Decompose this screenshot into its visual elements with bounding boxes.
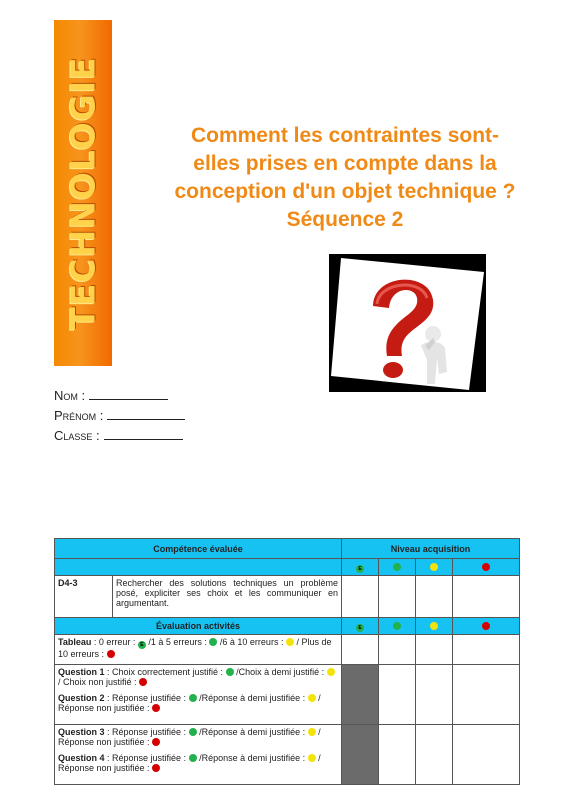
- questions-3-4-level-yellow[interactable]: [416, 725, 453, 785]
- technologie-banner: [54, 20, 112, 366]
- yellow-dot-icon: [308, 754, 316, 762]
- green-dot-icon: [189, 694, 197, 702]
- question-4-text-1: : Réponse justifiée :: [104, 753, 189, 763]
- questions-1-2-level-green[interactable]: [379, 665, 416, 725]
- tableau-criteria: [55, 635, 342, 665]
- question-1-text-2: /Choix à demi justifié :: [233, 667, 327, 677]
- red-dot-icon: [152, 738, 160, 746]
- competence-subheader: [55, 559, 342, 576]
- green-dot-icon: [189, 728, 197, 736]
- question-2-label: Question 2: [58, 693, 105, 703]
- tableau-label: Tableau: [58, 637, 92, 647]
- question-4-label: Question 4: [58, 753, 105, 763]
- tableau-level-green[interactable]: [379, 635, 416, 665]
- questions-3-4-level-red[interactable]: [453, 725, 520, 785]
- green-dot-icon: [189, 754, 197, 762]
- green-dot-icon: [393, 622, 401, 630]
- question-3-text-3: / Réponse non justifiée :: [58, 727, 321, 747]
- red-dot-icon: [152, 764, 160, 772]
- questions-1-2-level-red[interactable]: [453, 665, 520, 725]
- questions-1-2-level-e-disabled: [342, 665, 379, 725]
- title-line-3: conception d'un objet technique ?: [174, 180, 516, 203]
- question-4-text-2: /Réponse à demi justifiée :: [196, 753, 308, 763]
- level-e-icon: E: [356, 624, 364, 632]
- eval-level-green-cell: [379, 618, 416, 635]
- prenom-row: [54, 406, 185, 426]
- tableau-text-3: /6 à 10 erreurs :: [217, 637, 286, 647]
- skill-level-red[interactable]: [453, 576, 520, 618]
- question-mark-icon: [329, 254, 486, 392]
- classe-field[interactable]: [104, 427, 183, 440]
- yellow-dot-icon: [430, 622, 438, 630]
- evaluation-header: Évaluation activités: [55, 618, 342, 635]
- title-line-2: elles prises en compte dans la: [193, 152, 497, 175]
- classe-label: Classe :: [54, 428, 100, 443]
- tableau-text-2: /1 à 5 erreurs :: [145, 637, 210, 647]
- level-e-icon: E: [356, 565, 364, 573]
- skill-level-green[interactable]: [379, 576, 416, 618]
- red-dot-icon: [139, 678, 147, 686]
- question-1-criteria: [58, 667, 338, 687]
- red-dot-icon: [482, 563, 490, 571]
- tableau-level-red[interactable]: [453, 635, 520, 665]
- yellow-dot-icon: [327, 668, 335, 676]
- title-line-4: Séquence 2: [286, 208, 404, 231]
- question-1-label: Question 1: [58, 667, 105, 677]
- tableau-text-4: / Plus de 10 erreurs :: [58, 637, 332, 659]
- question-3-label: Question 3: [58, 727, 105, 737]
- competence-header: Compétence évaluée: [55, 539, 342, 559]
- yellow-dot-icon: [430, 563, 438, 571]
- questions-1-2-level-yellow[interactable]: [416, 665, 453, 725]
- questions-3-4-level-e-disabled: [342, 725, 379, 785]
- question-3-criteria: [58, 727, 338, 747]
- tableau-level-yellow[interactable]: [416, 635, 453, 665]
- question-mark-figure-image: [329, 254, 486, 392]
- question-3-text-2: /Réponse à demi justifiée :: [196, 727, 308, 737]
- question-2-criteria: [58, 693, 338, 713]
- eval-level-yellow-cell: [416, 618, 453, 635]
- question-2-text-2: /Réponse à demi justifiée :: [196, 693, 308, 703]
- level-e-cell: [342, 559, 379, 576]
- prenom-field[interactable]: [107, 407, 185, 420]
- yellow-dot-icon: [308, 694, 316, 702]
- red-dot-icon: [107, 650, 115, 658]
- eval-level-red-cell: [453, 618, 520, 635]
- level-red-cell: [453, 559, 520, 576]
- skill-code: D4-3: [55, 576, 113, 618]
- red-dot-icon: [482, 622, 490, 630]
- green-dot-icon: [226, 668, 234, 676]
- level-yellow-cell: [416, 559, 453, 576]
- skill-level-e[interactable]: [342, 576, 379, 618]
- prenom-label: Prénom :: [54, 408, 104, 423]
- question-1-text-3: / Choix non justifié :: [58, 677, 140, 687]
- questions-3-4-criteria: [55, 725, 342, 785]
- question-4-text-3: / Réponse non justifiée :: [58, 753, 321, 773]
- questions-1-2-criteria: [55, 665, 342, 725]
- question-3-text-1: : Réponse justifiée :: [104, 727, 189, 737]
- tableau-level-e[interactable]: [342, 635, 379, 665]
- title-line-1: Comment les contraintes sont-: [190, 124, 500, 147]
- yellow-dot-icon: [286, 638, 294, 646]
- eval-level-e-cell: [342, 618, 379, 635]
- red-dot-icon: [152, 704, 160, 712]
- question-4-criteria: [58, 753, 338, 773]
- level-e-icon: E: [138, 641, 146, 649]
- level-green-cell: [379, 559, 416, 576]
- skill-description: Rechercher des solutions techniques un problème posé, expliciter ses choix et les communiquer en argumentant.: [113, 576, 342, 618]
- question-1-text-1: : Choix correctement justifié :: [104, 667, 226, 677]
- nom-row: [54, 386, 185, 406]
- question-2-text-1: : Réponse justifiée :: [104, 693, 189, 703]
- nom-field[interactable]: [89, 387, 168, 400]
- evaluation-grid: [54, 538, 520, 785]
- yellow-dot-icon: [308, 728, 316, 736]
- document-title: [140, 122, 550, 234]
- green-dot-icon: [393, 563, 401, 571]
- skill-level-yellow[interactable]: [416, 576, 453, 618]
- classe-row: [54, 426, 185, 446]
- student-identity-fields: [54, 386, 185, 446]
- nom-label: Nom :: [54, 388, 86, 403]
- questions-3-4-level-green[interactable]: [379, 725, 416, 785]
- question-2-text-3: / Réponse non justifiée :: [58, 693, 321, 713]
- tableau-text-1: : 0 erreur :: [91, 637, 138, 647]
- niveau-header: Niveau acquisition: [342, 539, 520, 559]
- banner-text: TECHNOLOGIE: [63, 56, 103, 330]
